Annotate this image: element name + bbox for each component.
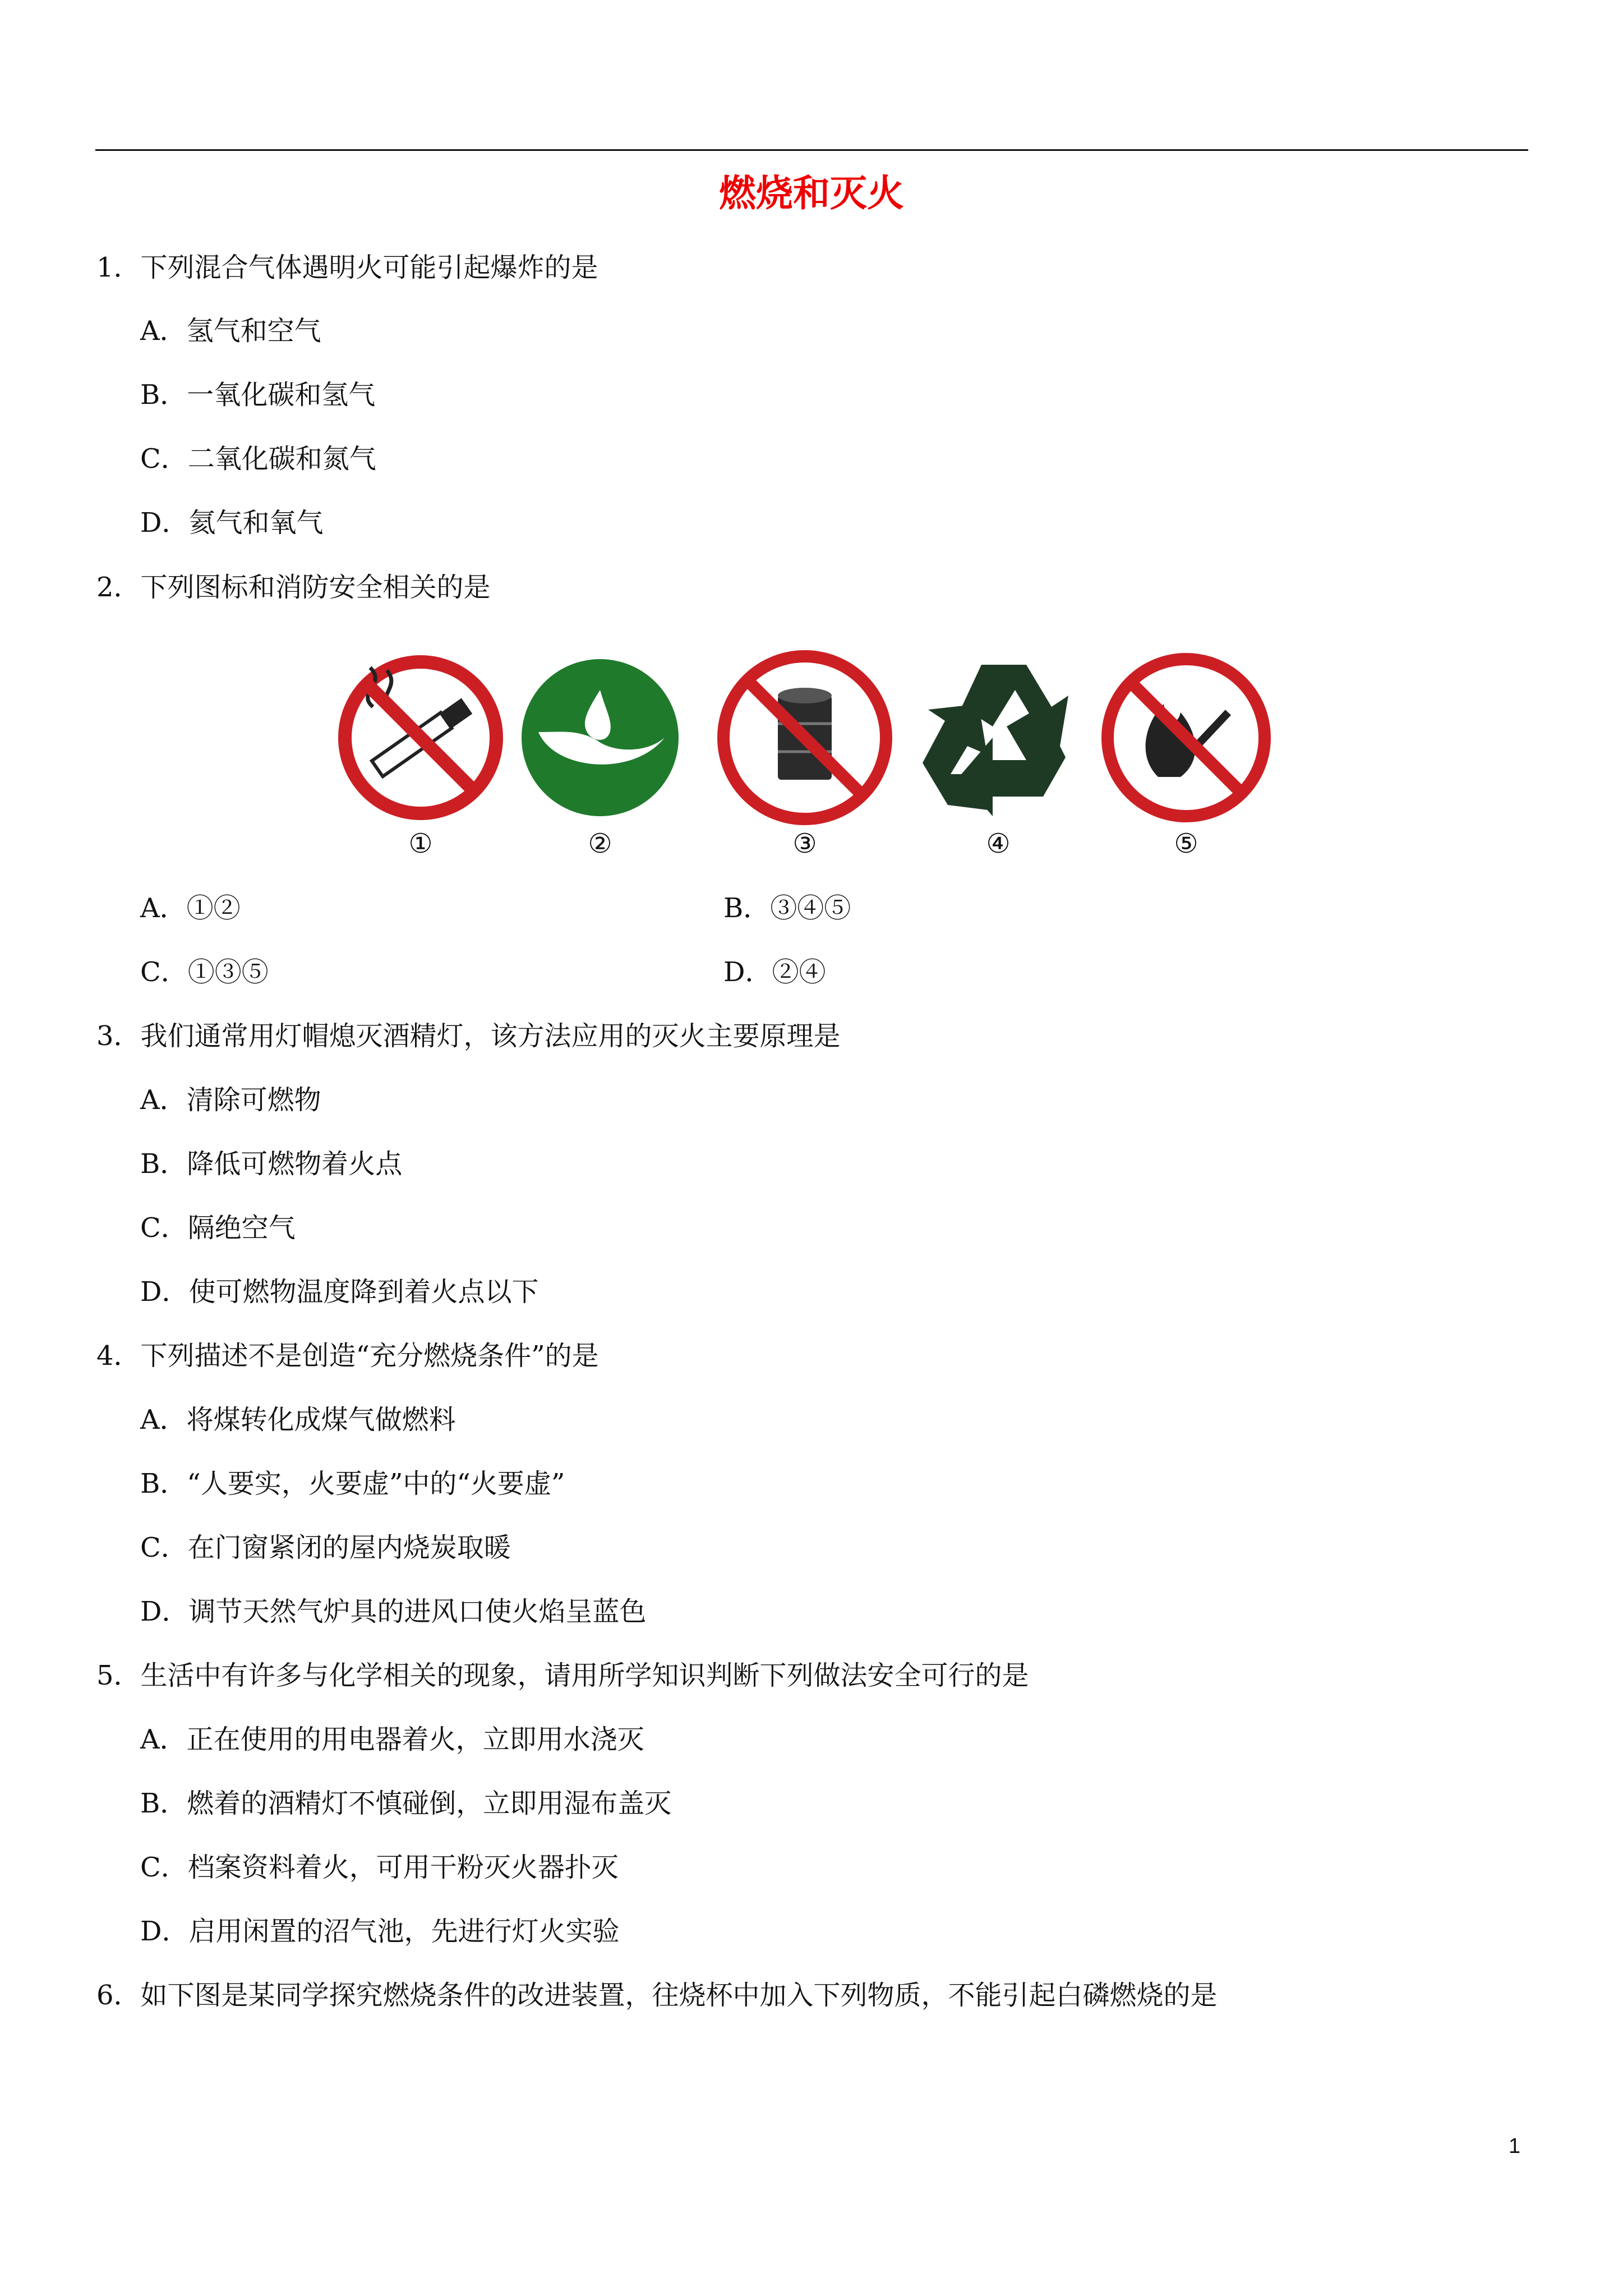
question-3-option-b: B．降低可燃物着火点 xyxy=(140,1148,403,1180)
question-1-stem: 1．下列混合气体遇明火可能引起爆炸的是 xyxy=(96,252,598,283)
page-title: 燃烧和灭火 xyxy=(719,172,904,215)
question-2-option-d: D．②④ xyxy=(723,956,826,988)
icon-label-3: ③ xyxy=(792,828,817,859)
no-smoking-icon xyxy=(345,662,496,813)
icon-label-2: ② xyxy=(588,828,612,859)
question-1-option-c: C．二氧化碳和氮气 xyxy=(140,443,376,475)
question-3-option-c: C．隔绝空气 xyxy=(140,1212,296,1244)
safety-icons-figure xyxy=(325,631,1312,867)
question-5-option-a: A．正在使用的用电器着火，立即用水浇灭 xyxy=(140,1724,644,1755)
question-3-option-a: A．清除可燃物 xyxy=(140,1084,321,1116)
question-3-stem: 3．我们通常用灯帽熄灭酒精灯，该方法应用的灭火主要原理是 xyxy=(96,1020,841,1052)
icon-label-4: ④ xyxy=(986,828,1011,859)
question-4-option-a: A．将煤转化成煤气做燃料 xyxy=(140,1404,456,1435)
question-2-option-a: A．①② xyxy=(140,892,241,924)
water-saving-icon xyxy=(522,659,679,816)
question-2-option-c: C．①③⑤ xyxy=(140,956,269,988)
question-5-option-d: D．启用闲置的沼气池，先进行灯火实验 xyxy=(140,1916,620,1947)
question-3-option-d: D．使可燃物温度降到着火点以下 xyxy=(140,1276,539,1308)
header-rule xyxy=(95,149,1528,151)
question-4-option-b: B．“人要实，火要虚”中的“火要虚” xyxy=(140,1468,565,1499)
icon-label-1: ① xyxy=(408,828,433,859)
question-4-option-d: D．调节天然气炉具的进风口使火焰呈蓝色 xyxy=(140,1596,647,1627)
question-5-stem: 5．生活中有许多与化学相关的现象，请用所学知识判断下列做法安全可行的是 xyxy=(96,1660,1029,1691)
page-number: 1 xyxy=(1509,2134,1521,2158)
question-1-option-b: B．一氧化碳和氢气 xyxy=(140,379,376,411)
question-4-option-c: C．在门窗紧闭的屋内烧炭取暖 xyxy=(140,1532,511,1563)
recycling-icon xyxy=(923,665,1068,816)
question-2-stem: 2．下列图标和消防安全相关的是 xyxy=(96,572,491,603)
question-5-option-b: B．燃着的酒精灯不慎碰倒，立即用湿布盖灭 xyxy=(140,1788,672,1819)
question-2-option-b: B．③④⑤ xyxy=(723,892,851,924)
question-6-stem: 6．如下图是某同学探究燃烧条件的改进装置，往烧杯中加入下列物质，不能引起白磷燃烧的是 xyxy=(96,1980,1218,2011)
no-oil-drum-icon xyxy=(723,656,886,819)
question-5-option-c: C．档案资料着火，可用干粉灭火器扑灭 xyxy=(140,1852,619,1883)
icon-label-5: ⑤ xyxy=(1174,828,1198,859)
question-1-option-a: A．氢气和空气 xyxy=(140,315,321,347)
no-open-flame-icon xyxy=(1108,659,1265,816)
question-1-option-d: D．氦气和氧气 xyxy=(140,507,324,539)
question-4-stem: 4．下列描述不是创造“充分燃烧条件”的是 xyxy=(96,1340,599,1372)
